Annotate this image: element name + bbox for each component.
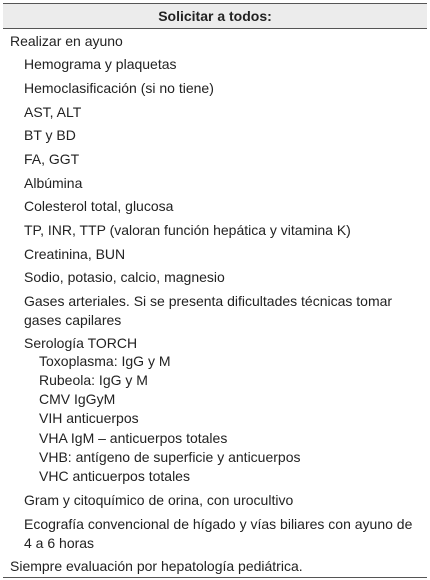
list-item: TP, INR, TTP (valoran función hepática y vitamina K) xyxy=(24,222,351,238)
list-item: Gram y citoquímico de orina, con urocultivo xyxy=(24,492,294,508)
bottom-rule xyxy=(3,577,427,578)
torch-item: Rubeola: IgG y M xyxy=(39,372,148,388)
torch-item: VHB: antígeno de superficie y anticuerpos xyxy=(39,449,301,465)
table-header: Solicitar a todos: xyxy=(3,3,427,29)
torch-item: VIH anticuerpos xyxy=(39,410,139,426)
list-item: Ecografía convencional de hígado y vías biliares con ayuno de 4 a 6 horas xyxy=(24,516,413,551)
list-item: BT y BD xyxy=(24,127,76,143)
list-item: Serología TORCH xyxy=(24,335,138,351)
torch-item: Toxoplasma: IgG y M xyxy=(39,353,171,369)
torch-item: VHC anticuerpos totales xyxy=(39,468,190,484)
list-item: Colesterol total, glucosa xyxy=(24,198,174,214)
list-item: Sodio, potasio, calcio, magnesio xyxy=(24,269,225,285)
list-item: Hemograma y plaquetas xyxy=(24,56,177,72)
list-item: Gases arteriales. Si se presenta dificultades técnicas tomar gases capilares xyxy=(24,293,393,328)
lab-orders-table xyxy=(3,3,427,578)
torch-item: VHA IgM – anticuerpos totales xyxy=(39,430,228,446)
footer-note: Siempre evaluación por hepatología pediátrica. xyxy=(10,558,303,574)
list-item: Creatinina, BUN xyxy=(24,246,126,262)
list-item: Albúmina xyxy=(24,175,83,191)
torch-item: CMV IgGyM xyxy=(39,391,116,407)
list-item: AST, ALT xyxy=(24,104,82,120)
list-item: FA, GGT xyxy=(24,151,80,167)
intro-text: Realizar en ayuno xyxy=(10,33,123,49)
list-item: Hemoclasificación (si no tiene) xyxy=(24,80,214,96)
